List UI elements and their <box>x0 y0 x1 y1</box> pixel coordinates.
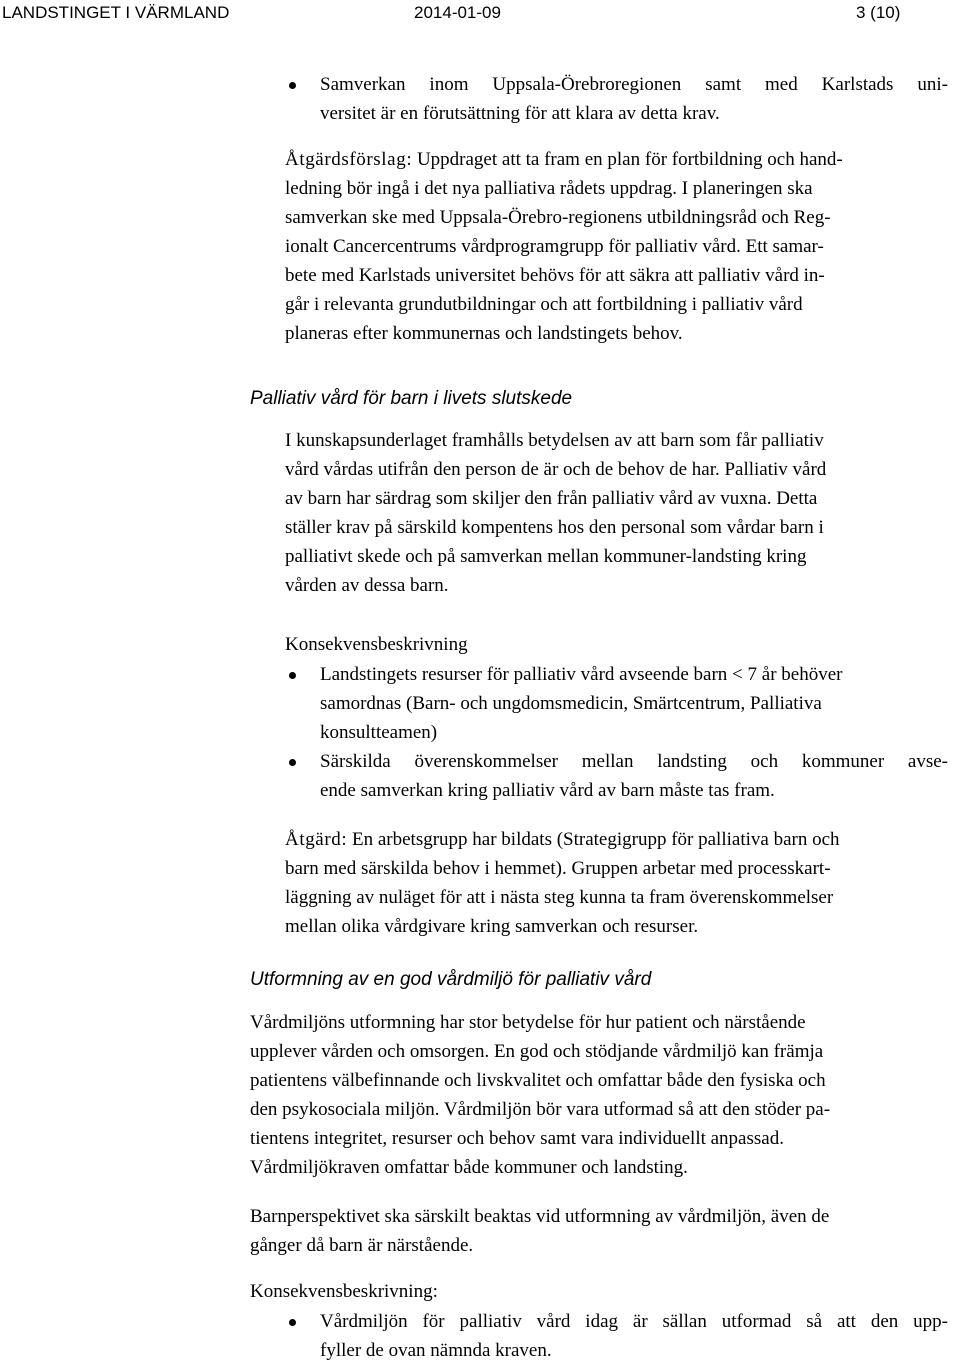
text-line: samverkan ske med Uppsala-Örebro-regionens utbildningsråd och Reg- <box>285 207 831 228</box>
text-line: den psykosociala miljön. Vårdmiljön bör vara utformad så att den stöder pa- <box>250 1099 831 1120</box>
text-line: konsultteamen) <box>320 722 438 743</box>
text-line: vården av dessa barn. <box>285 575 449 596</box>
s3-paragraph-1 <box>250 1008 956 1182</box>
text-line: Särskilda överenskommelser mellan landsting och kommuner avse- <box>320 751 948 772</box>
text-line: mellan olika vårdgivare kring samverkan och resurser. <box>285 916 699 937</box>
section-heading: Utformning av en god vårdmiljö för palliativ vård <box>250 969 652 990</box>
text-line: planeras efter kommunernas och landstingets behov. <box>285 323 683 344</box>
bullet-icon <box>289 672 296 679</box>
s2-action-paragraph <box>285 825 957 941</box>
text-line: ionalt Cancercentrums vårdprogramgrupp för palliativ vård. Ett samar- <box>285 236 824 257</box>
header-page-number: 3 (10) <box>856 3 901 22</box>
action-label: Åtgärdsförslag: <box>285 149 413 170</box>
text-line: Vårdmiljön för palliativ vård idag är sällan utformad så att den upp- <box>320 1311 948 1332</box>
text-line: palliativt skede och på samverkan mellan kommuner-landsting kring <box>285 546 807 567</box>
text-line: I kunskapsunderlaget framhålls betydelsen av att barn som får palliativ <box>285 430 824 451</box>
text-line: ledning bör ingå i det nya palliativa rådets uppdrag. I planeringen ska <box>285 178 813 199</box>
action-label: Åtgärd: <box>285 829 348 850</box>
s2-bullet-2-text <box>320 747 948 805</box>
text-line: går i relevanta grundutbildningar och att fortbildning i palliativ vård <box>285 294 803 315</box>
s1-bullet-text <box>320 70 948 128</box>
text-line: upplever vården och omsorgen. En god och stödjande vårdmiljö kan främja <box>250 1041 824 1062</box>
header-date: 2014-01-09 <box>414 3 501 22</box>
text-line: ende samverkan kring palliativ vård av barn måste tas fram. <box>320 780 775 801</box>
text-line: samordnas (Barn- och ungdomsmedicin, Smärtcentrum, Palliativa <box>320 693 822 714</box>
header-org: LANDSTINGET I VÄRMLAND <box>2 3 230 22</box>
text-line: barn med särskilda behov i hemmet). Gruppen arbetar med processkart- <box>285 858 831 879</box>
text-line: läggning av nuläget för att i nästa steg kunna ta fram överenskommelser <box>285 887 834 908</box>
text-line: Landstingets resurser för palliativ vård avseende barn < 7 år behöver <box>320 664 843 685</box>
s2-paragraph <box>285 426 953 600</box>
s2-bullet-1-text <box>320 660 955 747</box>
section-heading: Palliativ vård för barn i livets slutskede <box>250 388 573 409</box>
text-line: tientens integritet, resurser och behov samt vara individuellt anpassad. <box>250 1128 784 1149</box>
text-line: ställer krav på särskild kompentens hos den personal som vårdar barn i <box>285 517 824 538</box>
text-line: Samverkan inom Uppsala-Örebroregionen samt med Karlstads uni- <box>320 74 948 95</box>
text-line: Åtgärd: En arbetsgrupp har bildats (Strategigrupp för palliativa barn och <box>285 829 840 850</box>
text-line: patientens välbefinnande och livskvalitet och omfattar både den fysiska och <box>250 1070 826 1091</box>
s3-bullet-1-text <box>320 1307 948 1365</box>
text-line: av barn har särdrag som skiljer den från palliativ vård av vuxna. Detta <box>285 488 818 509</box>
bullet-icon <box>289 759 296 766</box>
text-line: fyller de ovan nämnda kraven. <box>320 1340 552 1361</box>
bullet-icon <box>289 1319 296 1326</box>
text-line: vård vårdas utifrån den person de är och de behov de har. Palliativ vård <box>285 459 827 480</box>
s2-konsekvens-label: Konsekvensbeskrivning <box>285 634 468 655</box>
bullet-icon <box>289 82 296 89</box>
text-line: gånger då barn är närstående. <box>250 1235 474 1256</box>
text-line: Vårdmiljökraven omfattar både kommuner och landsting. <box>250 1157 688 1178</box>
text-line: versitet är en förutsättning för att klara av detta krav. <box>320 103 720 124</box>
s3-paragraph-2 <box>250 1202 956 1260</box>
text-line: Vårdmiljöns utformning har stor betydelse för hur patient och närstående <box>250 1012 806 1033</box>
s1-action-paragraph <box>285 145 953 348</box>
s3-konsekvens-label: Konsekvensbeskrivning: <box>250 1281 438 1302</box>
text-line: Barnperspektivet ska särskilt beaktas vid utformning av vårdmiljön, även de <box>250 1206 830 1227</box>
text-line: Åtgärdsförslag: Uppdraget att ta fram en plan för fortbildning och hand- <box>285 149 843 170</box>
text-line: bete med Karlstads universitet behövs för att säkra att palliativ vård in- <box>285 265 825 286</box>
